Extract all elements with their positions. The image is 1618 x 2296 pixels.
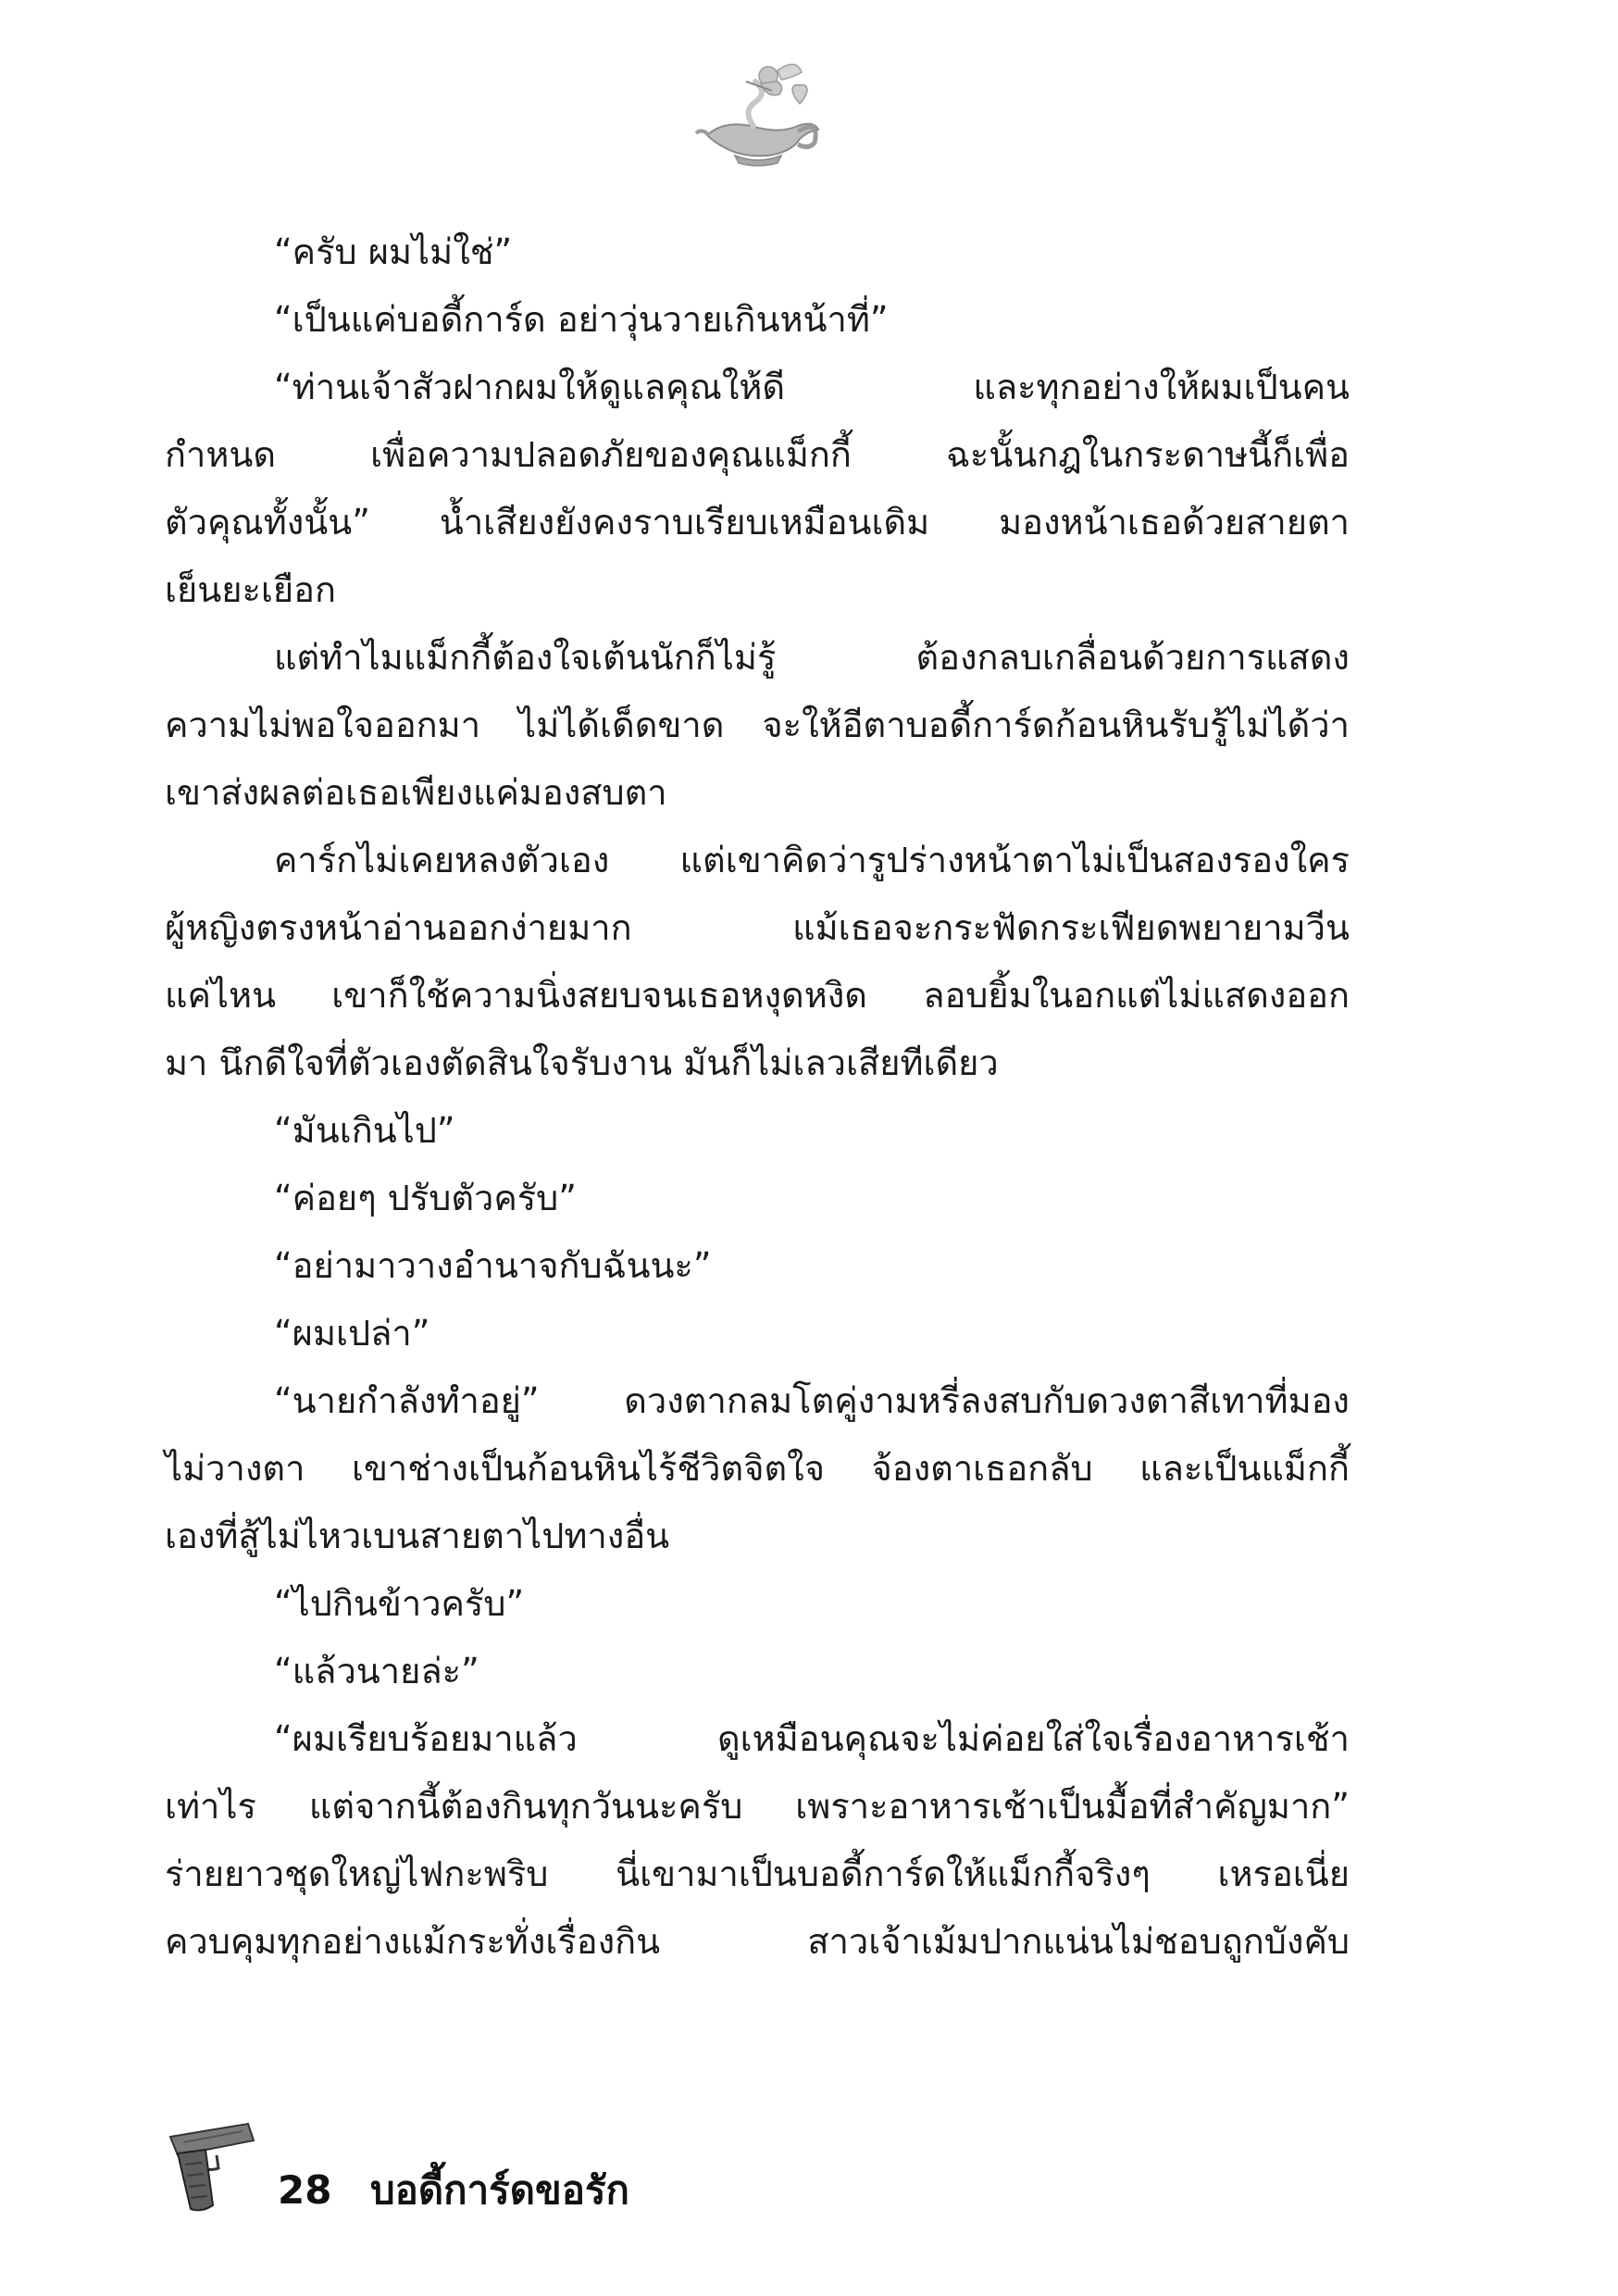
text-line: ตัวคุณทั้งนั้น” น้ำเสียงยังคงราบเรียบเหมือนเดิม มองหน้าเธอด้วยสายตา bbox=[165, 502, 1350, 543]
text-line: “อย่ามาวางอำนาจกับฉันนะ” bbox=[274, 1245, 712, 1286]
text-line: “นายกำลังทำอยู่” ดวงตากลมโตคู่งามหรี่ลงสบกับดวงตาสีเทาที่มอง bbox=[274, 1380, 1350, 1421]
genie-lamp-icon bbox=[689, 54, 828, 174]
text-line: เย็นยะเยือก bbox=[165, 569, 336, 610]
pistol-icon bbox=[165, 2120, 257, 2217]
body-text bbox=[165, 218, 1350, 1976]
text-line: “ค่อยๆ ปรับตัวครับ” bbox=[274, 1178, 577, 1218]
text-line: “แล้วนายล่ะ” bbox=[274, 1651, 479, 1691]
page-footer bbox=[165, 2120, 998, 2240]
text-line: “ผมเรียบร้อยมาแล้ว ดูเหมือนคุณจะไม่ค่อยใส่ใจเรื่องอาหารเช้า bbox=[274, 1718, 1350, 1759]
text-line: คาร์กไม่เคยหลงตัวเอง แต่เขาคิดว่ารูปร่างหน้าตาไม่เป็นสองรองใคร bbox=[274, 840, 1350, 880]
text-line: กำหนด เพื่อความปลอดภัยของคุณแม็กกี้ ฉะนั้นกฎในกระดาษนี้ก็เพื่อ bbox=[165, 434, 1350, 475]
page-number: 28 bbox=[278, 2167, 332, 2213]
text-line: “ไปกินข้าวครับ” bbox=[274, 1583, 525, 1624]
text-line: “มันเกินไป” bbox=[274, 1110, 455, 1151]
text-line: เท่าไร แต่จากนี้ต้องกินทุกวันนะครับ เพราะอาหารเช้าเป็นมื้อที่สำคัญมาก” bbox=[165, 1786, 1350, 1827]
text-line: “ผมเปล่า” bbox=[274, 1313, 430, 1354]
text-line: ผู้หญิงตรงหน้าอ่านออกง่ายมาก แม้เธอจะกระฟัดกระเฟียดพยายามวีน bbox=[165, 907, 1350, 948]
text-line: “ครับ ผมไม่ใช่” bbox=[274, 231, 513, 272]
text-line: ความไม่พอใจออกมา ไม่ได้เด็ดขาด จะให้อีตาบอดี้การ์ดก้อนหินรับรู้ไม่ได้ว่า bbox=[165, 705, 1350, 745]
text-line: ร่ายยาวชุดใหญ่ไฟกะพริบ นี่เขามาเป็นบอดี้การ์ดให้แม็กกี้จริงๆ เหรอเนี่ย bbox=[165, 1853, 1350, 1894]
text-line: เขาส่งผลต่อเธอเพียงแค่มองสบตา bbox=[165, 772, 667, 813]
text-line: แค่ไหน เขาก็ใช้ความนิ่งสยบจนเธอหงุดหงิด ลอบยิ้มในอกแต่ไม่แสดงออก bbox=[165, 975, 1350, 1016]
book-title: บอดี้การ์ดขอรัก bbox=[370, 2167, 629, 2213]
text-line: “ท่านเจ้าสัวฝากผมให้ดูแลคุณให้ดี และทุกอย่างให้ผมเป็นคน bbox=[274, 367, 1350, 407]
text-line: มา นึกดีใจที่ตัวเองตัดสินใจรับงาน มันก็ไม่เลวเสียทีเดียว bbox=[165, 1042, 999, 1083]
text-line: แต่ทำไมแม็กกี้ต้องใจเต้นนักก็ไม่รู้ ต้องกลบเกลื่อนด้วยการแสดง bbox=[274, 637, 1350, 678]
text-line: “เป็นแค่บอดี้การ์ด อย่าวุ่นวายเกินหน้าที่” bbox=[274, 299, 889, 340]
text-line: เองที่สู้ไม่ไหวเบนสายตาไปทางอื่น bbox=[165, 1516, 670, 1556]
text-line: ควบคุมทุกอย่างแม้กระทั่งเรื่องกิน สาวเจ้าเม้มปากแน่นไม่ชอบถูกบังคับ bbox=[165, 1921, 1350, 1962]
text-line: ไม่วางตา เขาช่างเป็นก้อนหินไร้ชีวิตจิตใจ จ้องตาเธอกลับ และเป็นแม็กกี้ bbox=[165, 1448, 1350, 1489]
